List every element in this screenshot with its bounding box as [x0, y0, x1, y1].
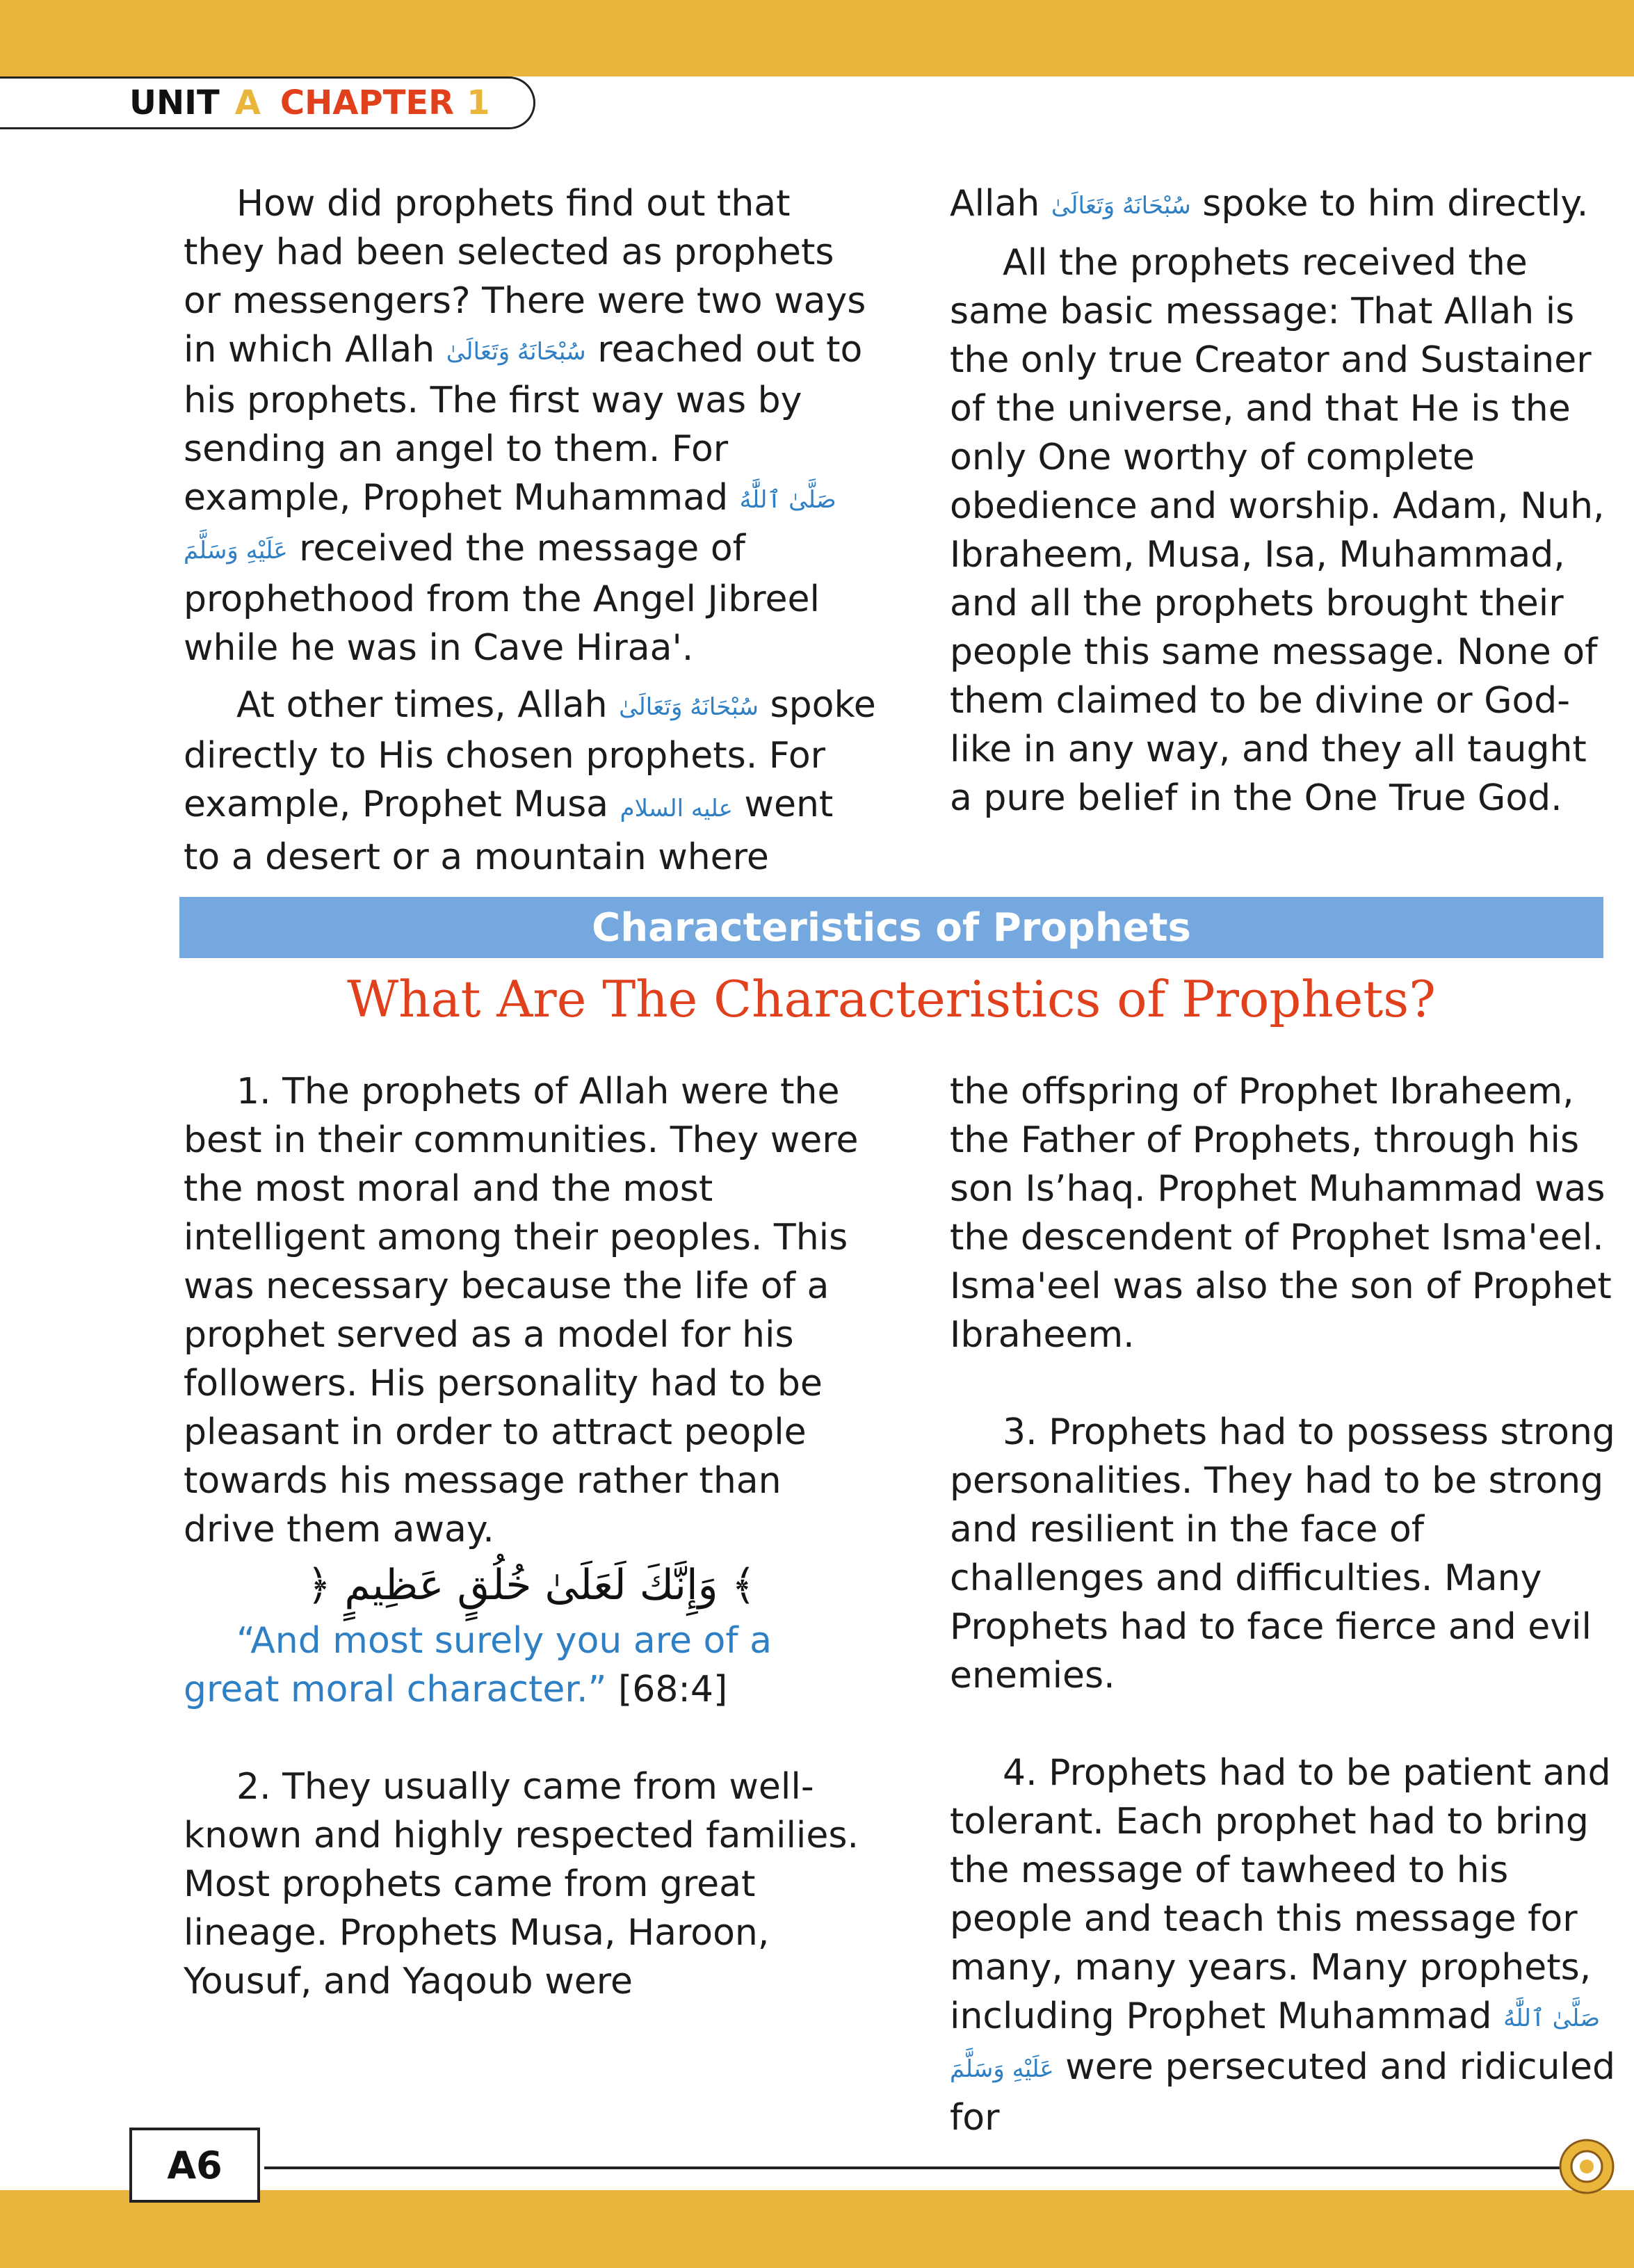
- unit-letter: A: [234, 83, 261, 122]
- salla-honorific-icon: صَلَّىٰ ٱللَّٰهُ عَلَيْهِ وَسَلَّمَ: [184, 486, 836, 565]
- verse-translation: [184, 1617, 879, 1714]
- point-2: 2. They usually came from well-known and highly respected families. Most prophets came from great lineage. Prophets Musa, Haroon, Yousuf, and Yaqoub were: [184, 1766, 859, 2002]
- footer-ornament-icon: [1558, 2137, 1616, 2196]
- verse-reference: [68:4]: [617, 1669, 728, 1710]
- spacer: [950, 1700, 1617, 1749]
- characteristics-left-column: [184, 1067, 879, 2006]
- chapter-label: CHAPTER: [280, 83, 455, 122]
- intro-paragraph-4: All the prophets received the same basic message: That Allah is the only true Creator and Sustainer of the universe, and that He is the only One worthy of complete obedience and worship. Adam, Nuh, Ibraheem, Musa, Isa, Muhammad, and all the prophets brought their people this same message. None of them claimed to be divine or God-like in any way, and they all taught a pure belief in the One True God.: [950, 242, 1605, 819]
- page-number: A6: [129, 2128, 260, 2203]
- intro-left-column: [184, 179, 879, 882]
- alayhi-salam-honorific: عليه السلام: [620, 795, 733, 823]
- chapter-tab: [0, 76, 535, 129]
- verse-quote: “And most surely you are of a great moral character.”: [184, 1620, 772, 1710]
- intro-paragraph-3: Allah سُبْحَانَهُ وَتَعَالَىٰ spoke to him directly.: [950, 183, 1589, 225]
- salla-honorific-icon: صَلَّىٰ ٱللَّٰهُ عَلَيْهِ وَسَلَّمَ: [950, 2004, 1601, 2083]
- intro-right-column: [950, 179, 1610, 823]
- point-4: 4. Prophets had to be patient and tolerant. Each prophet had to bring the message of tawheed to his people and teach this message for many, many years. Many prophets, including Prophet Muhammad صَلَّىٰ ٱللَّٰهُ عَلَيْهِ وَسَلَّمَ were persecuted and ridiculed for: [950, 1752, 1616, 2139]
- intro-paragraph-1: How did prophets find out that they had been selected as prophets or messengers? There were two ways in which Allah سُبْحَانَهُ وَتَعَالَىٰ reached out to his prophets. The first way was by sending an angel to them. For example, Prophet Muhammad صَلَّىٰ ٱللَّٰهُ عَلَيْهِ وَسَلَّمَ received the message of prophethood from the Angel Jibreel while he was in Cave Hiraa'.: [184, 183, 866, 669]
- point-1: 1. The prophets of Allah were the best in their communities. They were the most moral and the most intelligent among their peoples. This was necessary because the life of a prophet served as a model for his followers. His personality had to be pleasant in order to attract people towards his message rather than drive them away.: [184, 1071, 859, 1550]
- spacer: [950, 1359, 1617, 1408]
- characteristics-right-column: [950, 1067, 1617, 2142]
- subhanahu-honorific-icon: سُبْحَانَهُ وَتَعَالَىٰ: [619, 693, 759, 721]
- unit-label: UNIT: [129, 83, 220, 122]
- point-2-continued: the offspring of Prophet Ibraheem, the Father of Prophets, through his son Is’haq. Prophet Muhammad was the descendent of Prophet Isma'eel. Isma'eel was also the son of Prophet Ibraheem.: [950, 1071, 1612, 1356]
- subhanahu-honorific-icon: سُبْحَانَهُ وَتَعَالَىٰ: [446, 338, 586, 366]
- point-3: 3. Prophets had to possess strong personalities. They had to be strong and resilient in the face of challenges and difficulties. Many Prophets had to face fierce and evil enemies.: [950, 1411, 1615, 1696]
- arabic-verse: ﴿ وَإِنَّكَ لَعَلَىٰ خُلُقٍ عَظِيمٍ ﴾: [307, 1561, 756, 1610]
- section-banner: Characteristics of Prophets: [179, 897, 1603, 958]
- spacer: [184, 1714, 879, 1763]
- section-subtitle: What Are The Characteristics of Prophets?: [347, 970, 1436, 1028]
- intro-paragraph-2: At other times, Allah سُبْحَانَهُ وَتَعَالَىٰ spoke directly to His chosen prophets. For example, Prophet Musa عليه السلام went to a desert or a mountain where: [184, 684, 876, 878]
- subhanahu-honorific-icon: سُبْحَانَهُ وَتَعَالَىٰ: [1051, 192, 1191, 220]
- chapter-number: 1: [467, 83, 490, 122]
- footer-rule: [264, 2166, 1571, 2169]
